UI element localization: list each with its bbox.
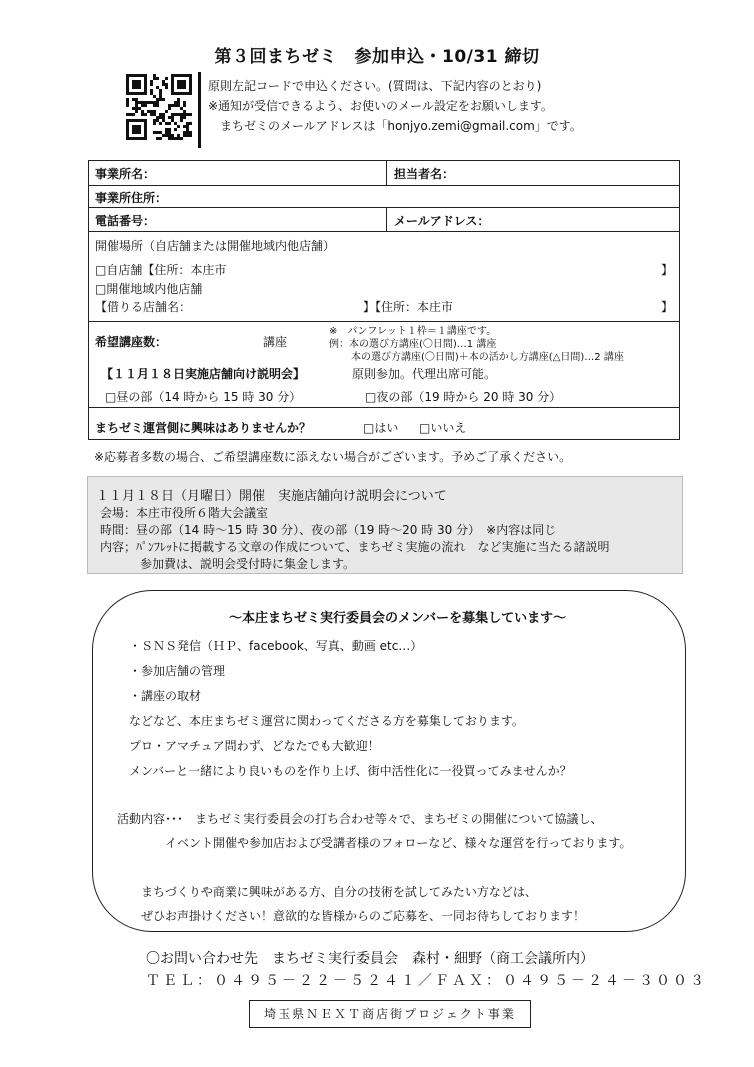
rented-store-address-field[interactable]: 】【住所：本庄市 — [363, 300, 454, 314]
briefing-info-box — [87, 476, 683, 574]
contact-line: 〇お問い合わせ先 まちゼミ実行委員会 森村・細野（商工会議所内） — [146, 951, 594, 967]
courses-note-1: ※ パンフレット１枠＝１講座です。 — [329, 326, 497, 337]
intro-line-1: 原則左記コードで申込ください。(質問は、下記内容のとおり) — [208, 79, 542, 93]
briefing-content: 内容；ﾊﾟﾝﾌﾚｯﾄに掲載する文章の作成について、まちゼミ実施の流れ など実施に当たる諸説明 — [100, 540, 610, 554]
closing-text: ぜひお声掛けください！意欲的な皆様からのご応募を、一同お待ちしております！ — [141, 909, 586, 923]
application-form — [88, 160, 680, 440]
briefing-venue: 会場：本庄市役所６階大会議室 — [100, 506, 269, 520]
courses-note-2: 例：本の選び方講座(〇日間)…1 講座 — [329, 339, 497, 350]
briefing-fee: 参加費は、説明会受付時に集金します。 — [140, 557, 356, 571]
interest-no-checkbox[interactable]: □いいえ — [419, 421, 467, 435]
project-footer: 埼玉県ＮＥＸＴ商店街プロジェクト事業 — [249, 1000, 531, 1028]
email-field[interactable]: メールアドレス： — [394, 214, 490, 228]
briefing-info-title: １１月１８日（月曜日）開催 実施店舗向け説明会について — [96, 489, 447, 504]
activity-description: 活動内容･･･ まちゼミ実行委員会の打ち合わせ等々で、まちゼミの開催について協議し、 — [117, 812, 603, 826]
own-store-checkbox[interactable]: □自店舗【住所：本庄市 — [95, 263, 227, 277]
recruitment-paragraph: メンバーと一緒により良いものを作り上げ、街中活性化に一役買ってみませんか？ — [129, 764, 572, 778]
own-store-bracket: 】 — [661, 263, 674, 277]
activity-description: イベント開催や参加店および受講者様のフォローなど、様々な運営を行っております。 — [165, 836, 632, 850]
divider — [198, 72, 201, 148]
briefing-note: 原則参加。代理出席可能。 — [352, 367, 497, 381]
recruitment-item: ・講座の取材 — [129, 689, 202, 703]
other-store-checkbox[interactable]: □開催地域内他店舗 — [95, 282, 203, 296]
recruitment-title: ～本庄まちゼミ実行委員会のメンバーを募集しています～ — [229, 611, 567, 626]
notice-text: ※応募者多数の場合、ご希望講座数に添えない場合がございます。予めご了承ください。 — [94, 450, 572, 464]
recruitment-item: ・ＳＮＳ発信（ＨＰ、facebook、写真、動画 etc…） — [129, 639, 423, 653]
qr-code-icon[interactable] — [126, 74, 192, 140]
recruitment-paragraph: プロ・アマチュア問わず、どなたでも大歓迎！ — [129, 739, 380, 753]
day-session-checkbox[interactable]: □昼の部（14 時から 15 時 30 分） — [105, 390, 302, 404]
courses-label[interactable]: 希望講座数： — [95, 335, 168, 349]
phone-field[interactable]: 電話番号： — [95, 214, 156, 228]
interest-yes-checkbox[interactable]: □はい — [363, 421, 399, 435]
recruitment-item: ・参加店舗の管理 — [129, 664, 226, 678]
courses-note-3: 本の選び方講座(〇日間)＋本の活かし方講座(△日間)…2 講座 — [351, 352, 624, 363]
closing-text: まちづくりや商業に興味がある方、自分の技術を試してみたい方などは、 — [141, 885, 537, 899]
briefing-time: 時間：昼の部（14 時～15 時 30 分）、夜の部（19 時～20 時 30 分） ※内容は同じ — [100, 523, 557, 537]
intro-line-3: まちゼミのメールアドレスは「honjyo.zemi@gmail.com」です。 — [208, 119, 582, 133]
intro-line-2: ※通知が受信できるよう、お使いのメール設定をお願いします。 — [208, 99, 553, 113]
courses-unit: 講座 — [263, 335, 288, 349]
phone-fax-line: ＴＥＬ：０４９５－２２－５２４１／ＦＡＸ：０４９５－２４－３００３ — [146, 973, 707, 989]
night-session-checkbox[interactable]: □夜の部（19 時から 20 時 30 分） — [365, 390, 562, 404]
rented-store-bracket: 】 — [661, 300, 674, 314]
interest-question: まちゼミ運営側に興味はありませんか？ — [95, 421, 312, 435]
contact-person-field[interactable]: 担当者名： — [394, 167, 455, 181]
address-field[interactable]: 事業所住所： — [95, 191, 168, 205]
venue-title: 開催場所（自店舗または開催地域内他店舗） — [95, 239, 336, 253]
rented-store-name-field[interactable]: 【借りる店舗名： — [95, 300, 192, 314]
recruitment-paragraph: などなど、本庄まちゼミ運営に関わってくださる方を募集しております。 — [129, 714, 524, 728]
briefing-title: 【１１月１８日実施店舗向け説明会】 — [101, 367, 306, 381]
recruitment-box — [92, 590, 686, 932]
business-name-field[interactable]: 事業所名： — [95, 167, 156, 181]
page-title: 第３回まちゼミ 参加申込・10/31 締切 — [214, 47, 540, 67]
